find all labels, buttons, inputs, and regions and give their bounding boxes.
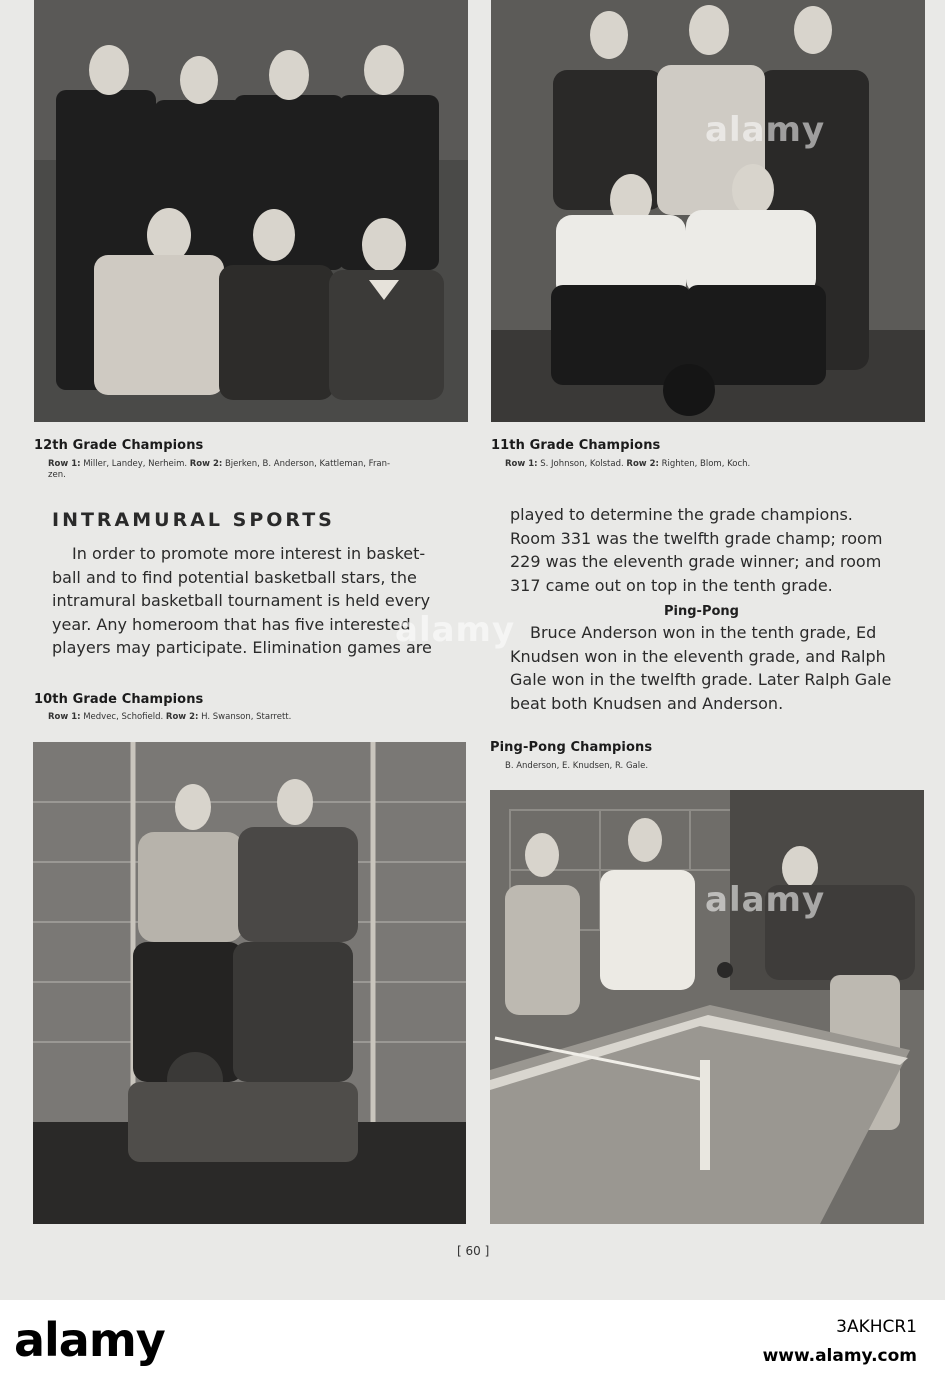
article-right-column (510, 503, 906, 597)
photo-pingpong-art (490, 790, 924, 1224)
image-id: 3AKHCR1 (836, 1317, 917, 1337)
text-line: Bruce Anderson won in the tenth grade, Ed (530, 623, 877, 642)
caption-12th-title: 12th Grade Champions (34, 438, 204, 453)
page-number: [ 60 ] (457, 1244, 490, 1258)
pingpong-paragraph (510, 621, 906, 715)
photo-10th-grade (33, 742, 466, 1224)
brand-logo: alamy (14, 1313, 165, 1367)
row-label: Row 2: (165, 712, 199, 722)
photo-11th-grade (491, 0, 925, 422)
photo-11th-grade-art (491, 0, 925, 422)
names-text: H. Swanson, Starrett. (198, 712, 292, 722)
text-line: Gale won in the twelfth grade. Later Ralph Gale (510, 670, 892, 689)
text-line: intramural basketball tournament is held every (52, 591, 431, 610)
caption-10th-title: 10th Grade Champions (34, 692, 204, 707)
watermark-text: alamy (705, 880, 826, 920)
names-text: zen. (48, 470, 66, 480)
names-text: Righten, Blom, Koch. (658, 459, 751, 469)
text-line: Room 331 was the twelfth grade champ; room (510, 528, 883, 548)
site-domain: www.alamy.com (762, 1346, 917, 1366)
names-text: S. Johnson, Kolstad. (537, 459, 627, 469)
watermark-text: alamy (705, 110, 826, 150)
row-label: Row 2: (626, 459, 659, 469)
caption-11th-title: 11th Grade Champions (491, 438, 661, 453)
text-line: played to determine the grade champions. (510, 505, 853, 524)
text-line: year. Any homeroom that has five interested (52, 614, 411, 634)
pingpong-subheading: Ping-Pong (664, 604, 739, 619)
row-label: Row 1: (48, 712, 81, 722)
photo-12th-grade-art (34, 0, 468, 422)
caption-12th-names (48, 459, 468, 481)
photo-12th-grade (34, 0, 468, 422)
row-label: Row 2: (189, 459, 223, 469)
caption-pingpong-title: Ping-Pong Champions (490, 740, 653, 755)
text-line: 229 was the eleventh grade winner; and room (510, 552, 882, 571)
article-heading: INTRAMURAL SPORTS (52, 509, 335, 531)
article-left-column (52, 542, 448, 660)
text-line: 317 came out on top in the tenth grade. (510, 575, 833, 595)
text-line: beat both Knudsen and Anderson. (510, 693, 784, 713)
photo-10th-grade-art (33, 742, 466, 1224)
text-line: In order to promote more interest in basket- (72, 544, 426, 563)
names-text: Medvec, Schofield. (80, 712, 166, 722)
text-line: players may participate. Elimination games are (52, 638, 432, 657)
row-label: Row 1: (505, 459, 538, 469)
watermark-text: alamy (395, 610, 516, 650)
names-text: Bjerken, B. Anderson, Kattleman, Fran- (222, 459, 391, 469)
text-line: ball and to find potential basketball stars, the (52, 567, 417, 587)
caption-pingpong-names: B. Anderson, E. Knudsen, R. Gale. (505, 761, 649, 771)
names-text: Miller, Landey, Nerheim. (80, 459, 190, 469)
caption-10th-names (48, 712, 468, 723)
row-label: Row 1: (48, 459, 81, 469)
caption-11th-names (505, 459, 925, 470)
photo-pingpong (490, 790, 924, 1224)
text-line: Knudsen won in the eleventh grade, and Ralph (510, 646, 886, 666)
